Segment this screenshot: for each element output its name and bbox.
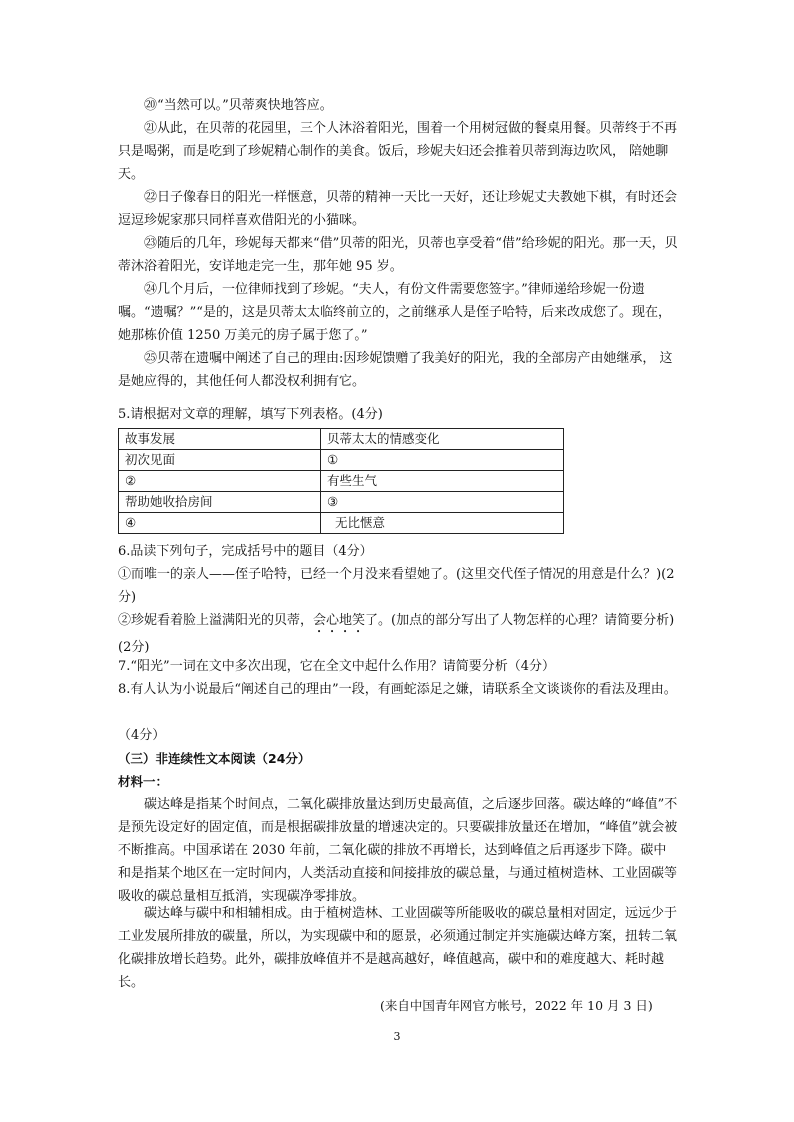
question-8-points: （4分） [118, 728, 166, 743]
table-row [119, 492, 564, 513]
item-2-text-before: ②珍妮看着脸上溢满阳光的贝蒂， [118, 613, 314, 628]
paragraph-21: ㉑从此，在贝蒂的花园里，三个人沐浴着阳光，围着一个用树冠做的餐桌用餐。贝蒂终于不再只是喝粥，而是吃到了珍妮精心制作的美食。饭后，珍妮夫妇还会推着贝蒂到海边吹风， 陪她聊天。 [118, 121, 678, 182]
material-1-paragraph-1: 碳达峰是指某个时间点，二氧化碳排放量达到历史最高值，之后逐步回落。碳达峰的“峰值”不是预先设定好的固定值，而是根据碳排放量的增速决定的。只要碳排放量还在增加，“峰值”就会被不断推高。中国承诺在 2030 年前，二氧化碳的排放不再增长，达到峰值之后再逐步下降。碳中和是指某个地区在一定时间内，人类活动直接和间接排放的碳总量，与通过植树造林、工业固碳等吸收的碳总量相互抵消，实现碳净零排放。 [118, 797, 678, 904]
table-cell: 无比惬意 [321, 513, 564, 534]
paragraph-24: ㉔几个月后，一位律师找到了珍妮。“夫人，有份文件需要您签字。”律师递给珍妮一份遗嘱。“遗嘱？”“是的，这是贝蒂太太临终前立的，之前继承人是侄子哈特，后来改成您了。现在，她那栋价值 1250 万美元的房子属于您了。” [118, 282, 671, 343]
question-5-table [118, 428, 564, 534]
paragraph-23: ㉓随后的几年，珍妮每天都来“借”贝蒂的阳光，贝蒂也享受着“借”给珍妮的阳光。那一天，贝蒂沐浴着阳光，安详地走完一生，那年她 95 岁。 [118, 236, 678, 274]
table-row [119, 471, 564, 492]
item-2-text-after: 了。(加点的部分写出了人物怎样的心理？请简要分析)(2分) [118, 613, 675, 655]
question-7-stem: 7.“阳光”一词在文中多次出现，它在全文中起什么作用？请简要分析（4分） [118, 659, 555, 674]
material-1-paragraph-2: 碳达峰与碳中和相辅相成。由于植树造林、工业固碳等所能吸收的碳总量相对固定，远远少于工业发展所排放的碳量，所以，为实现碳中和的愿景，必须通过制定并实施碳达峰方案，扭转二氧化碳排放增长趋势。此外，碳排放峰值并不是越高越好，峰值越高，碳中和的难度越大、耗时越长。 [118, 906, 678, 990]
paragraph-20: ⑳“当然可以。”贝蒂爽快地答应。 [144, 98, 333, 113]
table-row [119, 513, 564, 534]
table-cell: 有些生气 [321, 471, 564, 492]
page-number: 3 [393, 1030, 401, 1043]
question-6-item-1: ①而唯一的亲人——侄子哈特，已经一个月没来看望她了。(这里交代侄子情况的用意是什么？)(2分) [118, 567, 675, 605]
table-header-row [119, 429, 564, 450]
question-5-stem: 5.请根据对文章的理解，填写下列表格。(4分) [118, 407, 383, 422]
table-cell: ① [321, 450, 564, 471]
table-cell: 帮助她收拾房间 [119, 492, 321, 513]
table-header-cell: 贝蒂太太的情感变化 [321, 429, 564, 450]
table-cell: ③ [321, 492, 564, 513]
material-1-source: (来自中国青年网官方帐号，2022 年 10 月 3 日) [380, 998, 653, 1013]
table-header-cell: 故事发展 [119, 429, 321, 450]
question-8-stem: 8.有人认为小说最后“阐述自己的理由”一段，有画蛇添足之嫌，请联系全文谈谈你的看法及理由。 [118, 682, 677, 697]
table-row [119, 450, 564, 471]
question-6-item-2 [118, 609, 678, 659]
material-1-label: 材料一： [118, 774, 169, 789]
table-cell: 初次见面 [119, 450, 321, 471]
table-cell: ④ [119, 513, 321, 534]
paragraph-25: ㉕贝蒂在遗嘱中阐述了自己的理由:因珍妮馈赠了我美好的阳光，我的全部房产由她继承， 这是她应得的，其他任何人都没权利拥有它。 [118, 351, 673, 389]
dotted-emphasis-text: 会心地笑 [313, 613, 366, 628]
question-6-stem: 6.品读下列句子，完成括号中的题目（4分） [118, 544, 373, 559]
table-cell: ② [119, 471, 321, 492]
paragraph-22: ㉒日子像春日的阳光一样惬意，贝蒂的精神一天比一天好，还让珍妮丈夫教她下棋，有时还会逗逗珍妮家那只同样喜欢借阳光的小猫咪。 [118, 190, 678, 228]
section-3-title: （三）非连续性文本阅读（24分） [118, 751, 311, 766]
